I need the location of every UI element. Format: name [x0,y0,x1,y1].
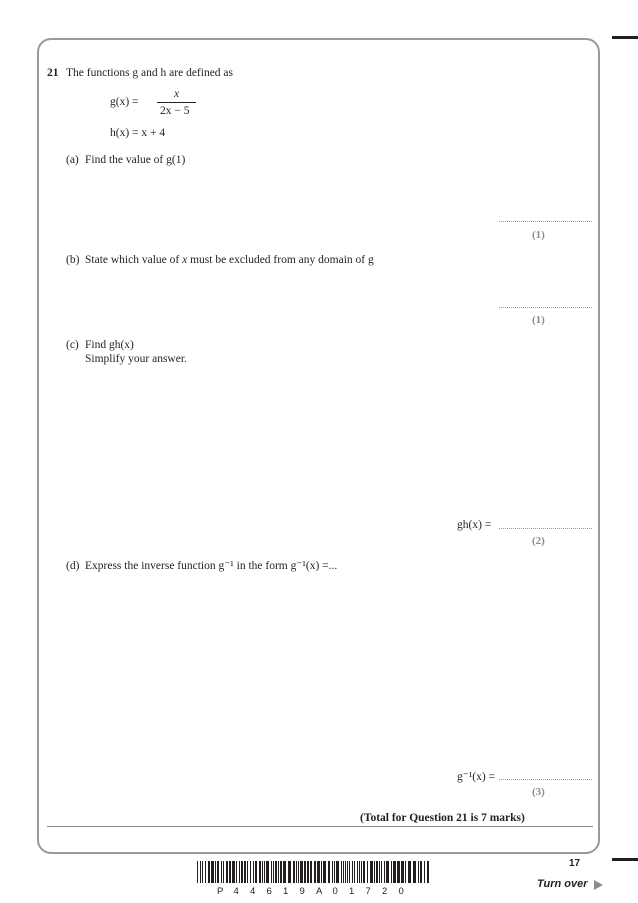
part-a-answer-line[interactable] [499,221,592,222]
barcode-digit: 1 [349,886,355,897]
part-d-label: (d) [66,560,80,572]
question-intro: The functions g and h are defined as [66,67,234,79]
part-a-text: Find the value of g(1) [85,154,186,166]
part-c-marks: (2) [532,535,545,547]
part-d-answer-label: g⁻¹(x) = [457,771,496,783]
part-a-marks: (1) [532,229,545,241]
part-d-answer-line[interactable] [499,779,592,780]
barcode-digit: 4 [250,886,256,897]
barcode-digit: 7 [365,886,371,897]
fraction-bar [157,102,196,103]
part-b-text-post: must be excluded from any domain of g [187,254,374,266]
part-b-text-pre: State which value of [85,254,183,266]
part-a-label: (a) [66,154,79,166]
part-c-text2: Simplify your answer. [85,353,187,365]
part-b-answer-line[interactable] [499,307,592,308]
triangle-right-icon [594,880,603,890]
question-number: 21 [47,67,59,79]
total-rule [47,826,593,827]
barcode-digit: 2 [382,886,388,897]
g-numerator: x [174,88,180,100]
barcode-digit: 0 [332,886,338,897]
margin-tick-top [612,36,638,39]
barcode-digit: P [217,886,224,897]
page-number: 17 [569,858,581,869]
part-b-label: (b) [66,254,80,266]
part-c-answer-line[interactable] [499,528,592,529]
part-b-marks: (1) [532,314,545,326]
part-c-text: Find gh(x) [85,339,134,351]
g-definition-lhs: g(x) = [110,96,139,108]
barcode-image [197,861,429,883]
margin-tick-bottom [612,858,638,861]
part-c-answer-label: gh(x) = [457,519,492,531]
part-b-text-var: x [182,254,188,266]
h-definition: h(x) = x + 4 [110,127,166,139]
barcode-digit: 1 [283,886,289,897]
part-d-text: Express the inverse function g⁻¹ in the form g⁻¹(x) =... [85,560,338,572]
part-d-marks: (3) [532,786,545,798]
barcode-digits [217,886,415,897]
barcode-digit: 9 [299,886,305,897]
part-c-label: (c) [66,339,79,351]
g-denominator: 2x − 5 [160,105,190,117]
barcode-digit: 4 [233,886,239,897]
question-total: (Total for Question 21 is 7 marks) [360,812,525,824]
turn-over-label: Turn over [537,878,588,890]
barcode-digit: 0 [398,886,404,897]
barcode-digit: A [316,886,323,897]
part-b-text [85,253,374,267]
barcode-digit: 6 [266,886,272,897]
